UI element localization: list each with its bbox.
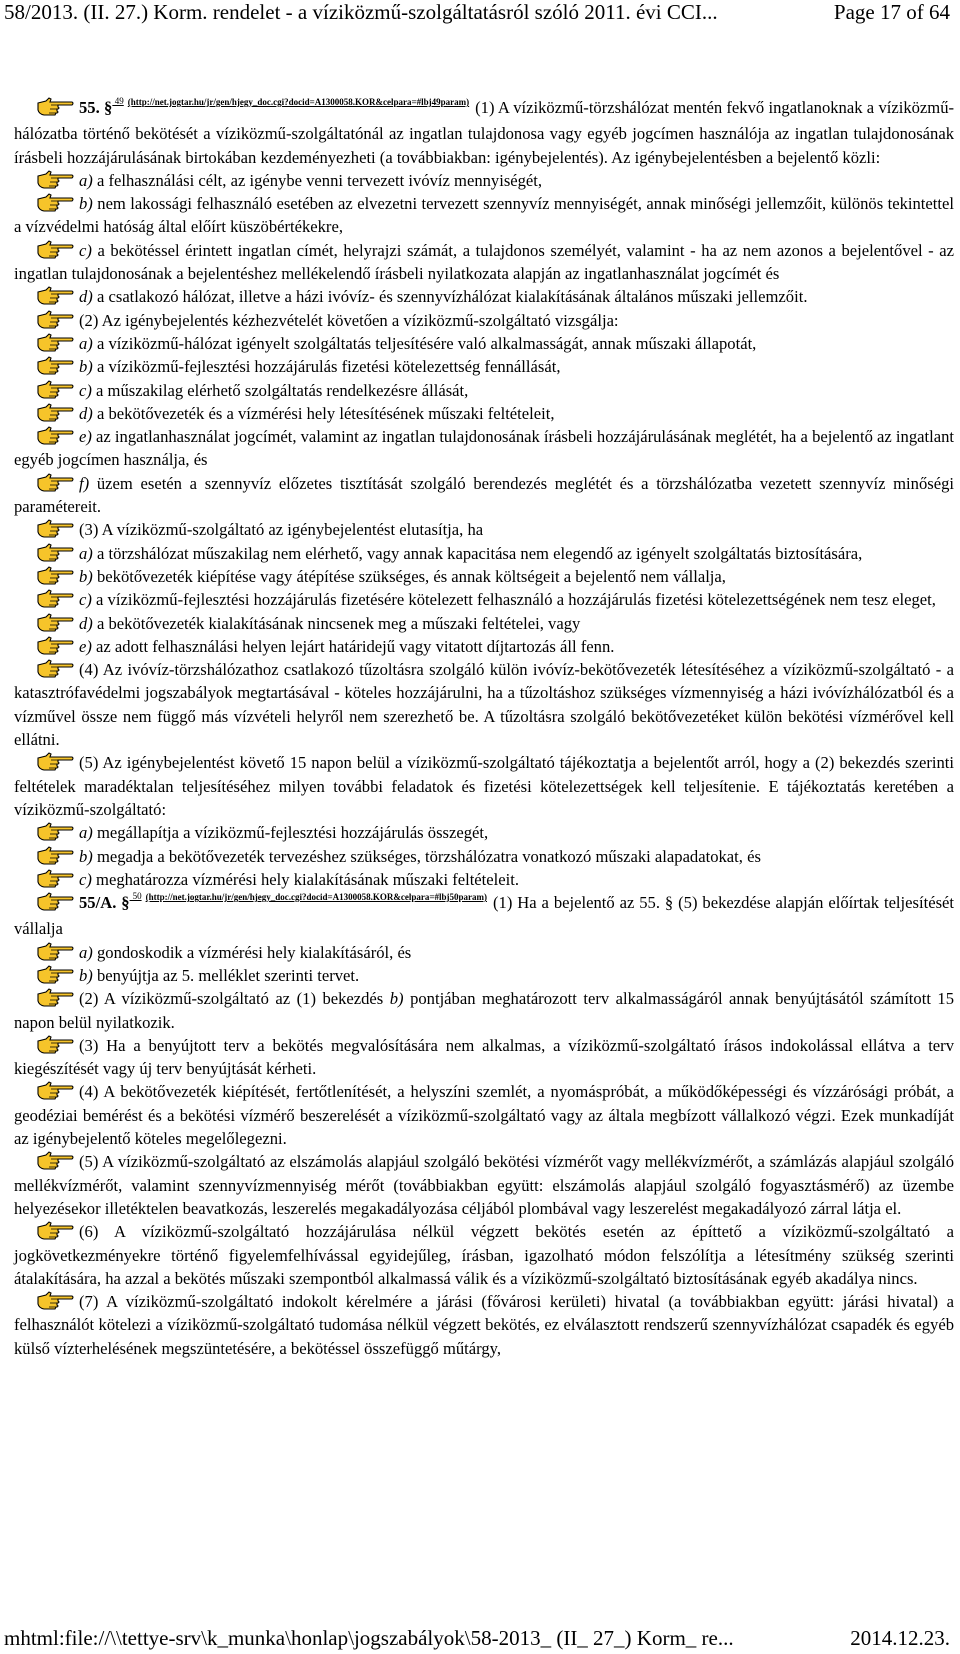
pointing-hand-icon[interactable] [36,636,75,655]
page-footer [0,1626,960,1654]
paragraph-text: (5) A víziközmű-szolgáltató az elszámolás alapjául szolgáló bekötési vízmérőt vagy mellékvízmérőt, a számlázás alapjául szolgáló mellékvízmérőt, valamint szennyvízmennyiség mérőt (továbbiakban együtt: elszámolás alapjául szolgáló fogyasztásmérő) az üzembe helyezésekor illetéktelen beavatkozás, leszerelés megakadályozása céljából plombával vagy leszerelést megakadályozó zárral látja el. [14,1152,954,1218]
pointing-hand-icon[interactable] [36,566,75,585]
item-label: a) [79,942,97,962]
paragraph-text: (1) Ha a bejelentő az 55. § (5) bekezdése alapján előírtak teljesítését vállalja [14,893,954,939]
item-label: b) [79,846,97,866]
pointing-hand-icon[interactable] [36,1081,75,1100]
paragraph-text: a bekötéssel érintett ingatlan címét, helyrajzi számát, a tulajdonos személyét, valamint - ha az nem azonos a bejelentővel - az ingatlan tulajdonosának a bejelentéshez mellékelendő írásbeli nyilatkozata alapján az ingatlanhasználat jogcímét és [14,240,955,284]
paragraph [14,635,954,658]
pointing-hand-icon[interactable] [36,1291,75,1310]
pointing-hand-icon[interactable] [36,170,75,189]
paragraph-text: (4) A bekötővezeték kiépítését, fertőtlenítését, a helyszíni szemlét, a nyomáspróbát, a működőképességi és vízzárósági próbát, a geodéziai bemérést és a bekötési vízmérő beszerelését a víziközmű-szolgáltató vagy az általa megbízott vállalkozó végzi. Ezek munkadíját az igénybejelentő köteles megelőlegezni. [14,1082,954,1149]
pointing-hand-icon[interactable] [36,1221,75,1240]
pointing-hand-icon[interactable] [36,752,75,771]
item-label: c) [79,380,97,400]
paragraph-text: bekötővezeték kiépítése vagy átépítése szükséges, és annak költségeit a bejelentő nem vállalja, [96,566,726,586]
paragraph-text: (6) A víziközmű-szolgáltató hozzájárulása nélkül végzett bekötés esetén az építtető a víziközmű-szolgáltató a jogkövetkezményekre történő figyelemfelhívással egyidejűleg, írásban, igazolható módon felszólítja a létesítmény szükség szerinti átalakítására, ha azzal a bekötés műszaki szempontból alkalmassá válik és a víziközmű-szolgáltató biztosításának egyéb akadálya nincs. [14,1222,954,1288]
paragraph-text: nem lakossági felhasználó esetében az elvezetni tervezett szennyvíz mennyiségét, annak minőségi jellemzőit, különös tekintettel a vízvédelmi hatóság által előírt küszöbértékekre, [14,194,954,237]
footnote-number[interactable]: 49 [112,96,124,106]
item-label: b) [79,357,97,377]
footnote-link[interactable]: (http://net.jogtar.hu/jr/gen/hjegy_doc.cgi?docid=A1300058.KOR&celpara=#lbj49param) [127,97,470,107]
paragraph-text: a műszakilag elérhető szolgáltatás rendelkezésre állását, [96,380,469,400]
paragraph [14,1150,954,1220]
page-header [0,0,960,26]
paragraph [14,1034,954,1081]
item-label: e) [79,636,97,656]
paragraph [14,285,954,308]
document-body [14,96,954,1360]
paragraph [14,588,954,611]
paragraph-text: (2) Az igénybejelentés kézhezvételét követően a víziközmű-szolgáltató vizsgálja: [79,310,619,330]
pointing-hand-icon[interactable] [36,286,75,305]
paragraph-text: a felhasználási célt, az igénybe venni tervezett ivóvíz mennyiségét, [96,170,543,190]
pointing-hand-icon[interactable] [36,310,75,329]
paragraph [14,355,954,378]
paragraph [14,542,954,565]
item-label: b) [383,989,411,1009]
paragraph [14,239,954,286]
paragraph [14,402,954,425]
paragraph [14,169,954,192]
pointing-hand-icon[interactable] [36,97,75,116]
section-number: 55/A. § [79,893,130,913]
paragraph-text: gondoskodik a vízmérési hely kialakításáról, és [96,942,412,962]
paragraph-text: meghatározza vízmérési hely kialakításának műszaki feltételeit. [96,869,519,889]
paragraph [14,987,954,1034]
paragraph-text: a víziközmű-hálózat igényelt szolgáltatás teljesítésére való alkalmasságát, annak műszaki állapotát, [96,333,757,353]
pointing-hand-icon[interactable] [36,240,75,259]
pointing-hand-icon[interactable] [36,942,75,961]
paragraph-text: (5) Az igénybejelentést követő 15 napon belül a víziközmű-szolgáltató tájékoztatja a bejelentőt arról, hogy a (2) bekezdés szerinti feltételek maradéktalan teljesítéséhez milyen további feladatok és fizetési kötelezettségek kell teljesítenie. E tájékoztatás keretében a víziközmű-szolgáltató: [14,753,954,819]
pointing-hand-icon[interactable] [36,659,75,678]
paragraph [14,941,954,964]
item-label: b) [79,566,97,586]
paragraph [14,868,954,891]
paragraph-text: üzem esetén a szennyvíz előzetes tisztítását szolgáló berendezés meglétét és a törzshálózatba vezetett szennyvíz minőségi paramétereit. [14,473,954,517]
item-label: c) [79,240,98,260]
item-label: d) [79,613,97,633]
paragraph [14,425,954,472]
item-label: a) [79,823,97,843]
paragraph [14,845,954,868]
paragraph [14,1080,954,1150]
paragraph [14,309,954,332]
paragraph [14,379,954,402]
paragraph [14,612,954,635]
paragraph-text: (1) A víziközmű-törzshálózat mentén fekvő ingatlanoknak a víziközmű-hálózatba történő bekötését a víziközmű-szolgáltatónál az ingatlan tulajdonosa vagy egyéb jogcímen használója az ingatlan tulajdonosának írásbeli hozzájárulásának birtokában kezdeményezheti (a továbbiakban: igénybejelentés). Az igénybejelentésben a bejelentő közli: [14,98,955,167]
paragraph [14,964,954,987]
paragraph [14,96,954,169]
paragraph-text: benyújtja az 5. melléklet szerinti tervet. [96,965,360,985]
footnote-number[interactable]: 50 [129,891,142,902]
paragraph-text: a csatlakozó hálózat, illetve a házi ivóvíz- és szennyvízhálózat kialakításának általános műszaki jellemzőit. [96,287,808,307]
pointing-hand-icon[interactable] [36,869,75,888]
item-label: e) [79,427,97,447]
paragraph [14,332,954,355]
section-number: 55. § [79,98,113,117]
item-label: b) [79,194,98,214]
paragraph-text: a víziközmű-fejlesztési hozzájárulás fizetési kötelezettség fennállását, [96,357,561,377]
pointing-hand-icon[interactable] [36,543,75,562]
paragraph [14,518,954,541]
paragraph [14,472,954,519]
paragraph-text: megadja a bekötővezeték tervezéshez szükséges, törzshálózatra vonatkozó műszaki alapadatokat, és [96,846,761,866]
paragraph-text: (3) A víziközmű-szolgáltató az igénybejelentést elutasítja, ha [79,520,484,540]
pointing-hand-icon[interactable] [36,589,75,608]
item-label: f) [79,473,97,493]
paragraph-text: megállapítja a víziközmű-fejlesztési hozzájárulás összegét, [96,823,489,843]
item-label: c) [79,590,97,610]
document-title: 58/2013. (II. 27.) Korm. rendelet - a víziközmű-szolgáltatásról szóló 2011. évi CCI... [4,0,718,24]
paragraph [14,565,954,588]
pointing-hand-icon[interactable] [36,473,75,492]
paragraph-text: pontjában meghatározott terv alkalmasságáról annak benyújtásától számított 15 napon belül nyilatkozik. [14,989,955,1032]
pointing-hand-icon[interactable] [36,356,75,375]
item-label: a) [79,543,97,563]
pointing-hand-icon[interactable] [36,846,75,865]
pointing-hand-icon[interactable] [36,193,75,212]
paragraph [14,751,954,821]
pointing-hand-icon[interactable] [36,1035,75,1054]
item-label: a) [79,170,97,190]
pointing-hand-icon[interactable] [36,403,75,422]
paragraph-text: a törzshálózat műszakilag nem elérhető, vagy annak kapacitása nem elegendő az igényelt szolgáltatás biztosítására, [96,543,863,563]
paragraph [14,1220,954,1290]
paragraph-text: a bekötővezeték kialakításának nincsenek meg a műszaki feltételei, vagy [96,613,581,633]
item-label: d) [79,403,97,423]
file-path: mhtml:file://\\tettye-srv\k_munka\honlap\jogszabályok\58-2013_ (II_ 27_) Korm_ re... [4,1626,734,1650]
paragraph-text: az ingatlanhasználat jogcímét, valamint az ingatlan tulajdonosának írásbeli hozzájárulásának meglétét, ha a bejelentő az ingatlant egyéb jogcímen használja, és [14,427,954,470]
pointing-hand-icon[interactable] [36,333,75,352]
pointing-hand-icon[interactable] [36,822,75,841]
print-date: 2014.12.23. [850,1626,950,1650]
paragraph [14,192,954,239]
page-number: Page 17 of 64 [833,0,950,24]
paragraph-text: (4) Az ivóvíz-törzshálózathoz csatlakozó tűzoltásra szolgáló külön ivóvíz-bekötővezeték létesítéséhez a víziközmű-szolgáltató - a katasztrófavédelmi jogszabályok megtartásával - köteles hozzájárulni, ha a tűzoltáshoz szükséges vízmennyiség a házi ivóvízhálózatból és a vízművel össze nem függő más vízvételi helyről nem szerezhető be. A tűzoltásra szolgáló bekötővezetéket külön bekötési vízmérővel kell ellátni. [14,660,954,750]
pointing-hand-icon[interactable] [36,613,75,632]
paragraph [14,821,954,844]
pointing-hand-icon[interactable] [36,426,75,445]
paragraph-text: az adott felhasználási helyen lejárt határidejű vagy vitatott díjtartozás áll fenn. [96,636,615,656]
paragraph-text: (7) A víziközmű-szolgáltató indokolt kérelmére a járási (fővárosi kerületi) hivatal (a továbbiakban együtt: járási hivatal) a felhasználót kötelezi a víziközmű-szolgáltató tudomása nélkül végzett bekötés, ez elválasztott rendszerű szennyvízhálózat csapadék és egyéb külső vízterhelésének megszüntetésére, a bekötéssel összefüggő műtárgy, [14,1292,954,1358]
pointing-hand-icon[interactable] [36,892,75,911]
pointing-hand-icon[interactable] [36,988,75,1007]
pointing-hand-icon[interactable] [36,1151,75,1170]
item-label: b) [79,965,97,985]
item-label: c) [79,869,97,889]
paragraph-text: (2) A víziközmű-szolgáltató az (1) bekezdés [79,989,384,1009]
item-label: a) [79,333,97,353]
paragraph-text: a bekötővezeték és a vízmérési hely létesítésének műszaki feltételeit, [96,403,555,423]
paragraph-text: a víziközmű-fejlesztési hozzájárulás fizetésére kötelezett felhasználó a hozzájárulás fizetési kötelezettségének nem tesz eleget, [96,590,936,610]
paragraph [14,658,954,751]
item-label: d) [79,287,97,307]
paragraph [14,1290,954,1360]
pointing-hand-icon[interactable] [36,380,75,399]
pointing-hand-icon[interactable] [36,519,75,538]
paragraph-text: (3) Ha a benyújtott terv a bekötés megvalósítására nem alkalmas, a víziközmű-szolgáltató írásos indokolással ellátva a terv kiegészítését vagy új terv benyújtását kérheti. [14,1035,954,1079]
footnote-link[interactable]: (http://net.jogtar.hu/jr/gen/hjegy_doc.cgi?docid=A1300058.KOR&celpara=#lbj50param) [145,892,487,903]
pointing-hand-icon[interactable] [36,965,75,984]
paragraph [14,891,954,941]
